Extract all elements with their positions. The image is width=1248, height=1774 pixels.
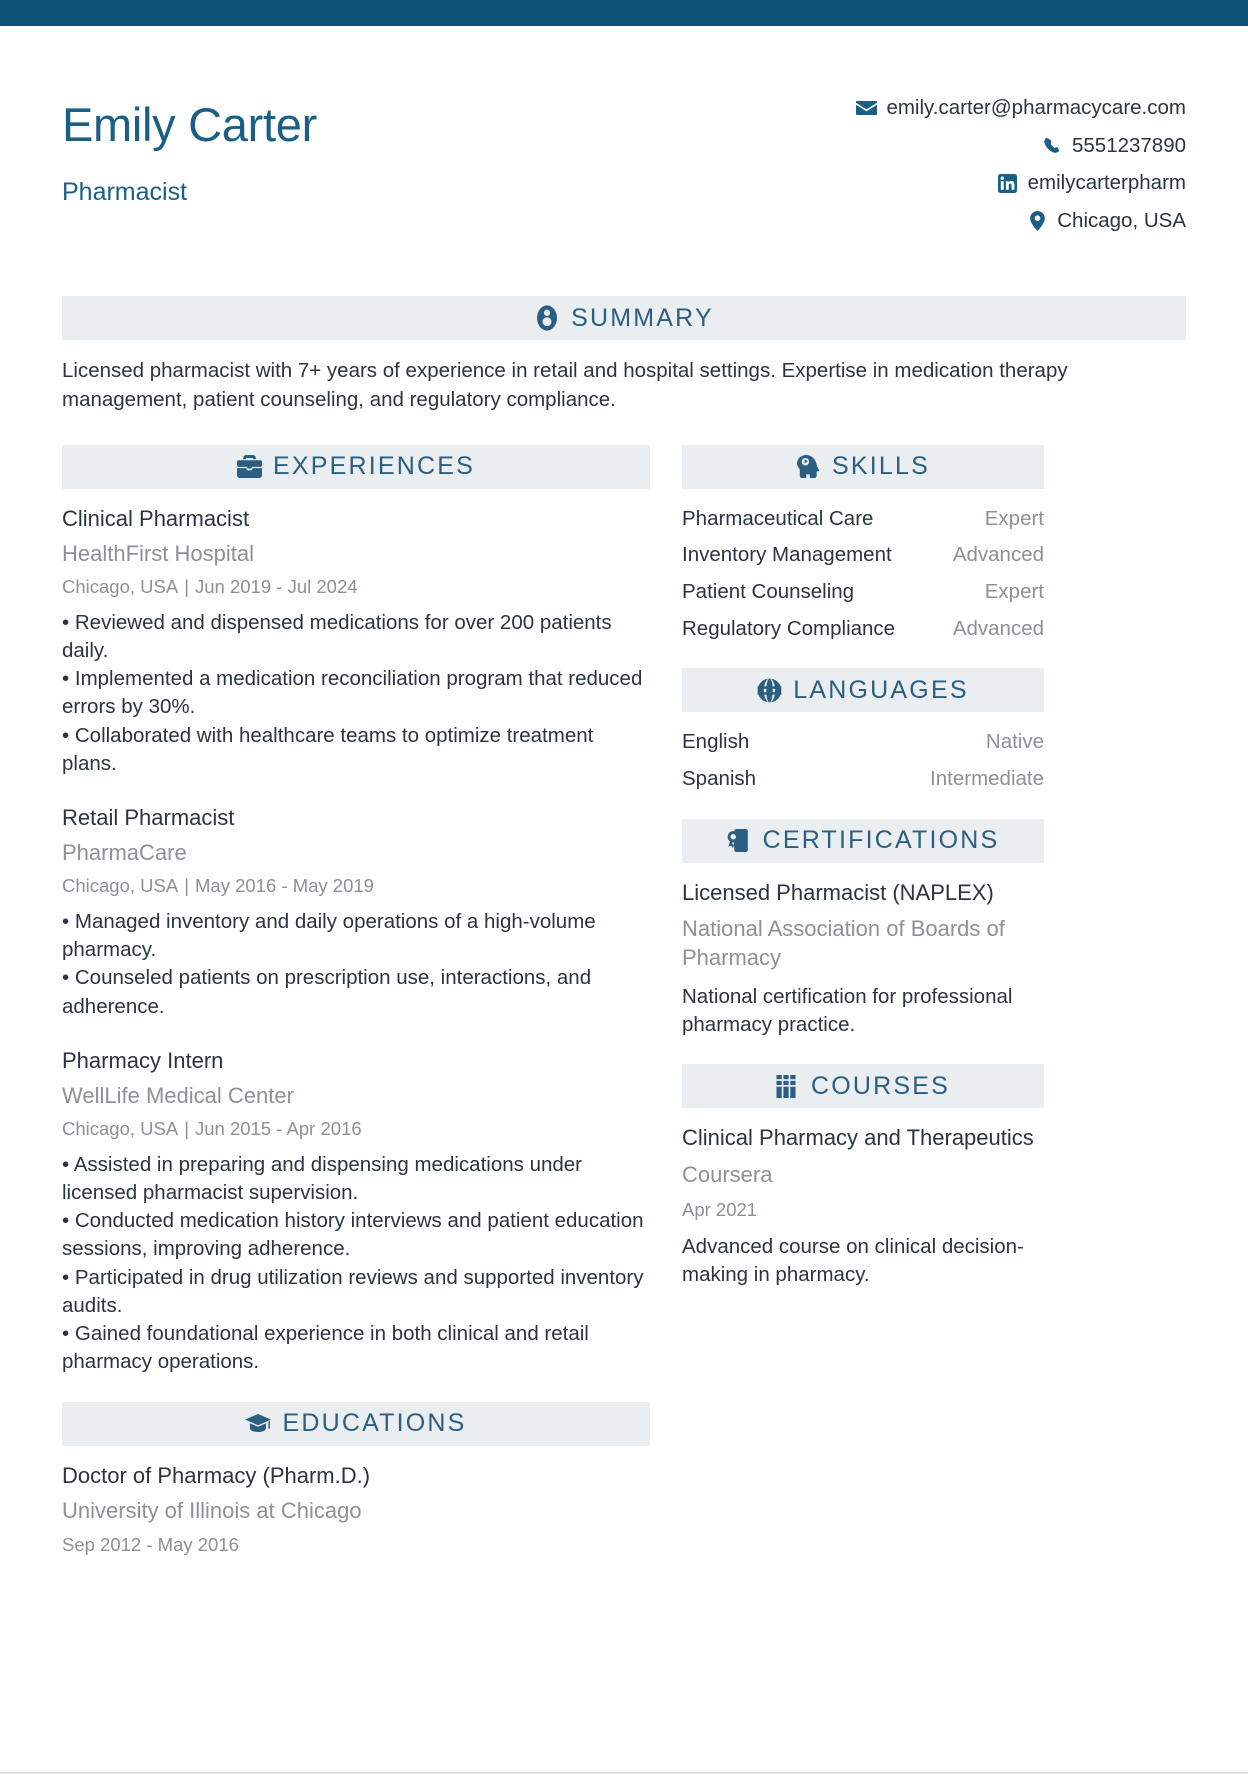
skill-name: Patient Counseling [682,579,855,603]
experience-meta [62,875,650,897]
section-title-summary: SUMMARY [571,303,714,332]
section-header-skills [682,445,1044,489]
experience-location: Chicago, USA [62,875,179,897]
bottom-spacer [62,1567,1186,1603]
experience-organization: PharmaCare [62,840,187,866]
graduation-cap-icon [245,1414,271,1434]
meta-separator: | [184,875,190,897]
meta-separator: | [184,576,190,598]
section-header-certifications [682,819,1044,863]
contact-phone-value: 5551237890 [1071,133,1186,157]
top-accent-bar [0,0,1248,26]
skill-row [682,578,1044,606]
language-name: English [682,730,750,754]
certification-title: Licensed Pharmacist (NAPLEX) [682,879,994,905]
education-dates: Sep 2012 - May 2016 [62,1533,239,1555]
bullet-item: • Conducted medication history interviews and patient education sessions, improving adherence. [62,1209,644,1261]
section-title-courses: COURSES [810,1071,951,1100]
left-column [62,419,650,1567]
bullet-item: • Assisted in preparing and dispensing medications under licensed pharmacist supervision. [62,1153,582,1205]
bullet-item: • Collaborated with healthcare teams to optimize treatment plans. [62,723,594,775]
experience-title: Retail Pharmacist [62,804,235,830]
contact-location-value: Chicago, USA [1057,208,1186,232]
right-column [682,419,1044,1295]
contact-email-value: emily.carter@pharmacycare.com [886,96,1186,119]
experience-bullets [62,1151,650,1376]
user-circle-icon [534,305,560,331]
experience-title: Pharmacy Intern [62,1047,224,1073]
experience-organization: WellLife Medical Center [62,1083,294,1109]
experience-location: Chicago, USA [62,576,179,598]
section-header-experiences [62,445,650,489]
course-entry [682,1124,1044,1289]
bullet-item: • Counseled patients on prescription use, interactions, and adherence. [62,966,592,1018]
summary-text: Licensed pharmacist with 7+ years of experience in retail and hospital settings. Expertise in medication therapy management, patient counseling, and regulatory compliance. [62,359,1068,412]
course-title: Clinical Pharmacy and Therapeutics [682,1125,1034,1151]
certificate-icon [727,829,752,852]
body-columns [62,419,1186,1567]
experience-location: Chicago, USA [62,1118,179,1140]
contact-linkedin[interactable] [786,171,1186,196]
education-entry [62,1462,650,1556]
envelope-icon [855,98,877,118]
location-pin-icon [1026,211,1048,231]
education-degree: Doctor of Pharmacy (Pharm.D.) [62,1462,371,1488]
skill-level: Advanced [952,543,1044,567]
experience-meta [62,1118,650,1140]
language-level: Native [985,730,1044,754]
experience-title: Clinical Pharmacist [62,505,250,531]
certification-organization: National Association of Boards of Pharmacy [682,916,1005,971]
skill-row [682,541,1044,569]
experience-meta [62,576,650,598]
experience-dates: Jun 2019 - Jul 2024 [195,576,358,598]
experience-bullets [62,908,650,1020]
contact-location[interactable] [786,209,1186,234]
skill-name: Pharmaceutical Care [682,506,874,530]
books-grid-icon [776,1075,800,1098]
section-title-experiences: EXPERIENCES [272,452,476,481]
globe-icon [757,678,782,703]
experience-dates: May 2016 - May 2019 [195,875,374,897]
bullet-item: • Gained foundational experience in both clinical and retail pharmacy operations. [62,1321,589,1373]
course-date: Apr 2021 [682,1199,758,1221]
candidate-name: Emily Carter [62,98,317,151]
skill-level: Expert [984,506,1044,530]
section-title-educations: EDUCATIONS [282,1409,467,1438]
skill-level: Advanced [952,616,1044,640]
skill-name: Regulatory Compliance [682,616,896,640]
section-title-languages: LANGUAGES [793,675,969,704]
resume-header [62,26,1186,270]
experience-entry [62,804,650,1021]
section-title-skills: SKILLS [832,452,930,481]
skill-row [682,505,1044,533]
experience-entry [62,505,650,778]
linkedin-icon [997,173,1019,193]
language-row [682,728,1044,756]
briefcase-icon [237,455,262,478]
section-title-certifications: CERTIFICATIONS [762,826,1000,855]
bullet-item: • Participated in drug utilization reviews and supported inventory audits. [62,1265,644,1317]
contact-list [786,88,1186,246]
contact-linkedin-value: emilycarterpharm [1027,171,1186,195]
course-description: Advanced course on clinical decision-making in pharmacy. [682,1235,1024,1287]
experience-dates: Jun 2015 - Apr 2016 [195,1118,362,1140]
contact-email[interactable] [786,96,1186,121]
section-header-summary [62,296,1186,340]
identity-block [62,88,317,207]
section-header-educations [62,1402,650,1446]
resume-content [0,26,1248,1732]
certification-description: National certification for professional pharmacy practice. [682,984,1013,1036]
skill-name: Inventory Management [682,543,892,567]
section-header-courses [682,1064,1044,1108]
language-name: Spanish [682,766,757,790]
bullet-item: • Reviewed and dispensed medications for over 200 patients daily. [62,611,612,663]
course-provider: Coursera [682,1162,773,1188]
phone-icon [1041,136,1063,156]
section-header-languages [682,668,1044,712]
experience-entry [62,1047,650,1376]
experience-bullets [62,609,650,777]
meta-separator: | [184,1118,190,1140]
skill-level: Expert [984,579,1044,603]
education-school: University of Illinois at Chicago [62,1498,362,1524]
language-row [682,765,1044,793]
head-brain-icon [796,455,821,478]
experience-organization: HealthFirst Hospital [62,541,254,567]
language-level: Intermediate [930,766,1044,790]
contact-phone[interactable] [786,134,1186,159]
certification-entry [682,879,1044,1039]
bullet-item: • Managed inventory and daily operations of a high-volume pharmacy. [62,910,596,962]
bullet-item: • Implemented a medication reconciliation program that reduced errors by 30%. [62,667,643,719]
skill-row [682,615,1044,643]
candidate-job-title: Pharmacist [62,178,188,207]
